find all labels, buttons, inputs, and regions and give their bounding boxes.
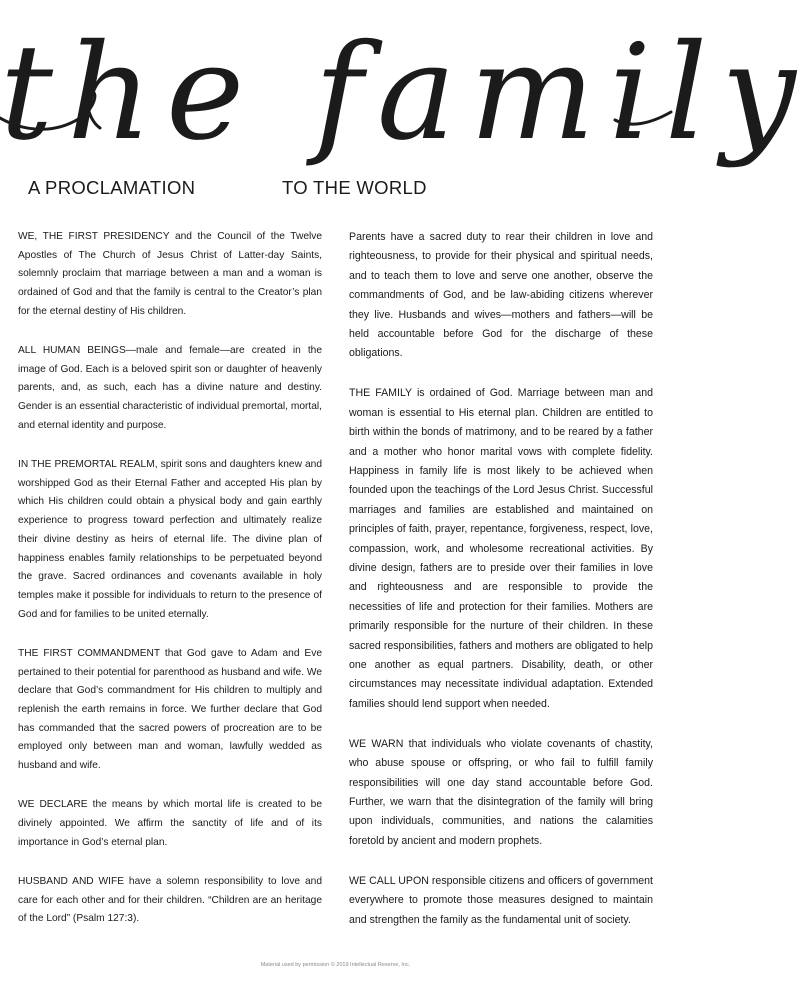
paragraph (18, 342, 322, 436)
subtitle-left: A PROCLAMATION (28, 177, 196, 198)
paragraph (349, 228, 653, 364)
copyright-footer: Material used by permission © 2019 Intellectual Reserve, Inc. (260, 962, 411, 968)
paragraph (349, 735, 653, 851)
paragraph-text: that individuals who violate covenants of chastity, who abuse spouse or offspring, or who fail to fulfill family responsibilities will one day stand accountable before God. Further, we warn that the disintegration of the family will bring upon individuals, communities, and nations the calamities foretold by ancient and modern prophets. (349, 737, 653, 847)
paragraph (18, 873, 322, 929)
header (0, 0, 810, 215)
paragraph-lead: IN THE PREMORTAL REALM, (18, 459, 158, 471)
paragraph-lead: THE FIRST COMMANDMENT (18, 647, 160, 659)
paragraph (18, 796, 322, 852)
paragraph (349, 872, 653, 930)
paragraph-lead: HUSBAND AND WIFE (18, 875, 125, 887)
paragraph-lead: WE CALL UPON (349, 874, 429, 887)
paragraph-text: spirit sons and daughters knew and worshipped God as their Eternal Father and accepted His plan by which His children could obtain a physical body and gain earthly experience to progress toward perfection and ultimately realize their divine destiny as heirs of eternal life. The divine plan of happiness enables family relationships to be perpetuated beyond the grave. Sacred ordinances and covenants available in holy temples make it possible for individuals to return to the presence of God and for families to be united eternally. (18, 459, 322, 620)
paragraph (349, 384, 653, 714)
paragraph-text: have a solemn responsibility to love and care for each other and for their children. “Children are an heritage of the Lord” (Psalm 127:3). (18, 875, 322, 925)
paragraph-text: the means by which mortal life is created to be divinely appointed. We affirm the sanctity of life and of its importance in God’s eternal plan. (18, 799, 322, 848)
paragraph (18, 456, 322, 624)
paragraph-text: and the Council of the Twelve Apostles of The Church of Jesus Christ of Latter-day Saints, solemnly proclaim that marriage between a man and a woman is ordained of God and that the family is central to the Creator’s plan for the eternal destiny of His children. (18, 231, 323, 317)
paragraph-text: responsible citizens and officers of government everywhere to promote those measures designed to maintain and strengthen the family as the fundamental unit of society. (349, 874, 653, 926)
page-title: the family (0, 16, 810, 170)
paragraph-lead: WE, THE FIRST PRESIDENCY (18, 231, 170, 242)
paragraph-text: that God gave to Adam and Eve pertained to their potential for parenthood as husband and wife. We declare that God’s commandment for His children to multiply and replenish the earth remains in force. We further declare that God has commanded that the sacred powers of procreation are to be employed only between man and woman, lawfully wedded as husband and wife. (18, 647, 322, 772)
paragraph-lead: THE FAMILY (349, 387, 412, 400)
paragraph-lead: WE WARN (349, 737, 404, 750)
paragraph-text: is ordained of God. Marriage between man and woman is essential to His eternal plan. Children are entitled to birth within the bonds of matrimony, and to be reared by a father and a mother who honor marital vows with complete fidelity. Happiness in family life is most likely to be achieved when founded upon the teachings of the Lord Jesus Christ. Successful marriages and families are established and maintained on principles of faith, prayer, repentance, forgiveness, respect, love, compassion, work, and wholesome recreational activities. By divine design, fathers are to preside over their families in love and righteousness and are responsible to provide the necessities of life and protection for their families. Mothers are primarily responsible for the nurture of their children. In these sacred responsibilities, fathers and mothers are obligated to help one another as equal partners. Disability, death, or other circumstances may necessitate individual adaptation. Extended families should lend support when needed. (349, 387, 653, 710)
right-column (349, 228, 653, 950)
left-column (18, 228, 322, 950)
paragraph-text: —male and female—are created in the image of God. Each is a beloved spirit son or daughter of heavenly parents, and, as such, each has a divine nature and destiny. Gender is an essential characteristic of individual premortal, mortal, and eternal identity and purpose. (18, 345, 322, 431)
paragraph (18, 645, 322, 776)
paragraph-lead: WE DECLARE (18, 799, 88, 811)
paragraph (18, 228, 322, 322)
subtitle-right: TO THE WORLD (282, 177, 427, 198)
paragraph-lead: ALL HUMAN BEINGS (18, 345, 126, 357)
paragraph-text: Parents have a sacred duty to rear their children in love and righteousness, to provide for their physical and spiritual needs, and to teach them to love and serve one another, observe the commandments of God, and be law-abiding citizens wherever they live. Husbands and wives—mothers and fathers—will be held accountable before God for the discharge of these obligations. (349, 231, 653, 360)
